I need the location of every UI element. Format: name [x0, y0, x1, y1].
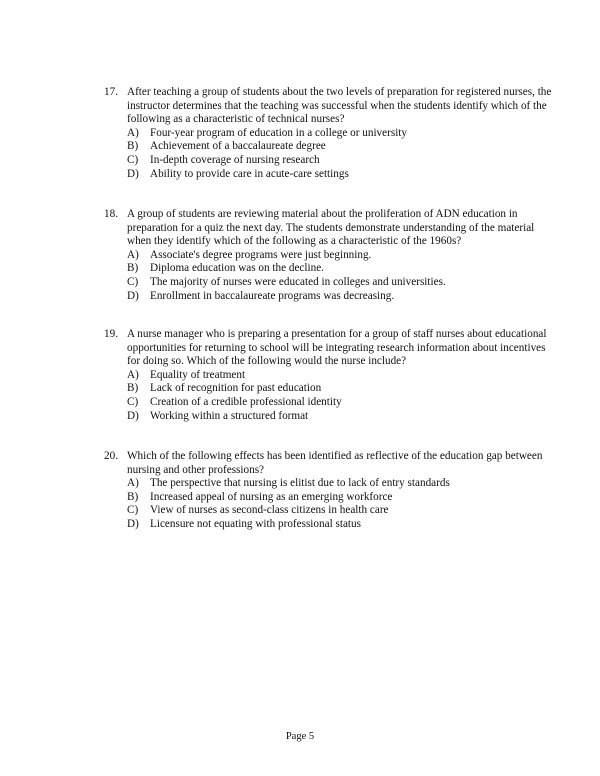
question-text: A nurse manager who is preparing a presentation for a group of staff nurses about educational opportunities for returning to school will be integrating research information about incentives for doing so. Which of the following would the nurse include? — [127, 328, 547, 368]
option-letter: A) — [127, 248, 139, 261]
option-letter: D) — [127, 517, 139, 530]
question-text: A group of students are reviewing material about the proliferation of ADN education in preparation for a quiz the next day. The students demonstrate understanding of the material when they identify which of the following as a characteristic of the 1960s? — [127, 208, 535, 248]
option-text: Working within a structured format — [150, 409, 309, 422]
option-text: Creation of a credible professional identity — [150, 395, 342, 408]
option-letter: A) — [127, 477, 139, 490]
option-letter: C) — [127, 275, 139, 288]
question-number: 17. — [104, 86, 118, 98]
option-letter: C) — [127, 395, 139, 408]
question-17 — [104, 86, 554, 181]
option-letter: B) — [127, 490, 139, 503]
option-letter: C) — [127, 504, 139, 517]
answer-option-d — [104, 168, 554, 182]
option-letter: C) — [127, 153, 139, 166]
option-text: Equality of treatment — [150, 368, 246, 381]
answer-option-b — [104, 382, 554, 396]
option-letter: A) — [127, 368, 139, 381]
option-text: Enrollment in baccalaureate programs was decreasing. — [150, 289, 395, 302]
option-letter: B) — [127, 140, 139, 153]
option-text: View of nurses as second-class citizens in health care — [150, 504, 389, 517]
answer-option-d — [104, 290, 554, 304]
option-letter: B) — [127, 382, 139, 395]
option-letter: D) — [127, 409, 139, 422]
question-text: After teaching a group of students about the two levels of preparation for registered nurses, the instructor determines that the teaching was successful when the students identify which of the following as a characteristic of technical nurses? — [127, 86, 552, 126]
question-number: 19. — [104, 328, 118, 340]
answer-option-b — [104, 140, 554, 154]
option-text: Diploma education was on the decline. — [150, 262, 324, 275]
option-text: Ability to provide care in acute-care settings — [150, 167, 349, 180]
answer-option-c — [104, 276, 554, 290]
answer-option-b — [104, 262, 554, 276]
answer-option-c — [104, 504, 554, 518]
question-number: 20. — [104, 450, 118, 462]
answer-option-d — [104, 518, 554, 532]
option-letter: A) — [127, 126, 139, 139]
option-text: Licensure not equating with professional status — [150, 517, 361, 530]
option-text: The perspective that nursing is elitist due to lack of entry standards — [150, 477, 450, 490]
answer-option-c — [104, 396, 554, 410]
option-text: Achievement of a baccalaureate degree — [150, 140, 326, 153]
option-text: Four-year program of education in a college or university — [150, 126, 408, 139]
option-text: Lack of recognition for past education — [150, 382, 322, 395]
option-text: Associate's degree programs were just beginning. — [150, 248, 372, 261]
option-letter: D) — [127, 289, 139, 302]
answer-option-a — [104, 127, 554, 141]
question-text: Which of the following effects has been identified as reflective of the education gap between nursing and other professions? — [127, 450, 543, 476]
answer-option-c — [104, 154, 554, 168]
answer-option-b — [104, 491, 554, 505]
page-number: Page 5 — [285, 731, 315, 742]
question-19 — [104, 328, 554, 423]
answer-option-a — [104, 369, 554, 383]
option-text: Increased appeal of nursing as an emerging workforce — [150, 490, 393, 503]
question-number: 18. — [104, 208, 118, 220]
option-letter: D) — [127, 167, 139, 180]
answer-option-a — [104, 249, 554, 263]
question-18 — [104, 208, 554, 303]
option-text: The majority of nurses were educated in colleges and universities. — [150, 275, 446, 288]
option-text: In-depth coverage of nursing research — [150, 153, 320, 166]
option-letter: B) — [127, 262, 139, 275]
answer-option-d — [104, 410, 554, 424]
answer-option-a — [104, 477, 554, 491]
question-20 — [104, 450, 554, 532]
